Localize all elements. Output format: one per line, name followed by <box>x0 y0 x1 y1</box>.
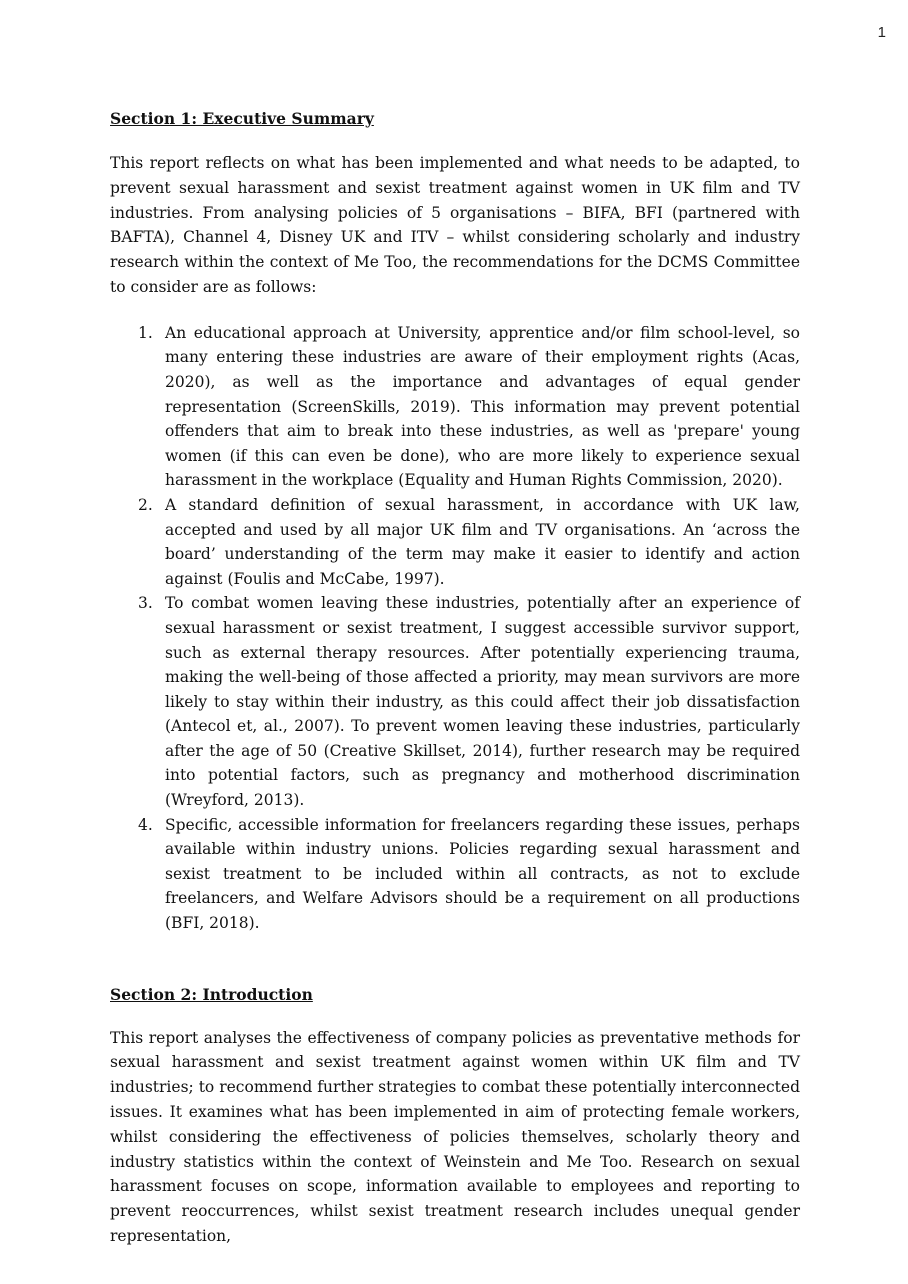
page-number: 1 <box>877 24 886 41</box>
recommendations-list <box>110 321 800 936</box>
recommendation-number: 3. <box>138 594 153 613</box>
recommendation-number: 4. <box>138 815 153 834</box>
recommendation-item-2 <box>110 493 800 591</box>
recommendation-text: To combat women leaving these industries, potentially after an experience of sexual harassment or sexist treatment, I suggest accessible survivor support, such as external therapy resources. After potentially experiencing trauma, making the well-being of those affected a priority, may mean survivors are more likely to stay within their industry, as this could affect their job dissatisfaction (Antecol et, al., 2007). To prevent women leaving these industries, particularly after the age of 50 (Creative Skillset, 2014), further research may be required into potential factors, such as pregnancy and motherhood discrimination (Wreyford, 2013). <box>165 594 800 810</box>
recommendation-item-3 <box>110 591 800 812</box>
recommendation-text: Specific, accessible information for freelancers regarding these issues, perhaps available within industry unions. Policies regarding sexual harassment and sexist treatment to be included within all contracts, as not to exclude freelancers, and Welfare Advisors should be a requirement on all productions (BFI, 2018). <box>165 815 800 933</box>
recommendation-item-4 <box>110 813 800 936</box>
recommendation-number: 2. <box>138 495 153 514</box>
document-body <box>110 108 800 1249</box>
section-1-heading: Section 1: Executive Summary <box>110 109 374 128</box>
section-2-heading: Section 2: Introduction <box>110 984 313 1004</box>
recommendation-number: 1. <box>138 323 153 342</box>
recommendation-text: A standard definition of sexual harassment, in accordance with UK law, accepted and used by all major UK film and TV organisations. An ‘across the board’ understanding of the term may make it easier to identify and action against (Foulis and McCabe, 1997). <box>165 495 800 588</box>
recommendation-text: An educational approach at University, apprentice and/or film school-level, so many entering these industries are aware of their employment rights (Acas, 2020), as well as the importance and advantages of equal gender representation (ScreenSkills, 2019). This information may prevent potential offenders that aim to break into these industries, as well as 'prepare' young women (if this can even be done), who are more likely to experience sexual harassment in the workplace (Equality and Human Rights Commission, 2020). <box>165 323 800 490</box>
executive-summary-intro: This report reflects on what has been implemented and what needs to be adapted, to prevent sexual harassment and sexist treatment against women in UK film and TV industries. From analysing policies of 5 organisations – BIFA, BFI (partnered with BAFTA), Channel 4, Disney UK and ITV – whilst considering scholarly and industry research within the context of Me Too, the recommendations for the DCMS Committee to consider are as follows: <box>110 154 800 296</box>
introduction-paragraph: This report analyses the effectiveness of company policies as preventative methods for sexual harassment and sexist treatment against women within UK film and TV industries; to recommend further strategies to combat these potentially interconnected issues. It examines what has been implemented in aim of protecting female workers, whilst considering the effectiveness of policies themselves, scholarly theory and industry statistics within the context of Weinstein and Me Too. Research on sexual harassment focuses on scope, information available to employees and reporting to prevent reoccurrences, whilst sexist treatment research includes unequal gender representation, <box>110 1028 800 1245</box>
recommendation-item-1 <box>110 321 800 493</box>
